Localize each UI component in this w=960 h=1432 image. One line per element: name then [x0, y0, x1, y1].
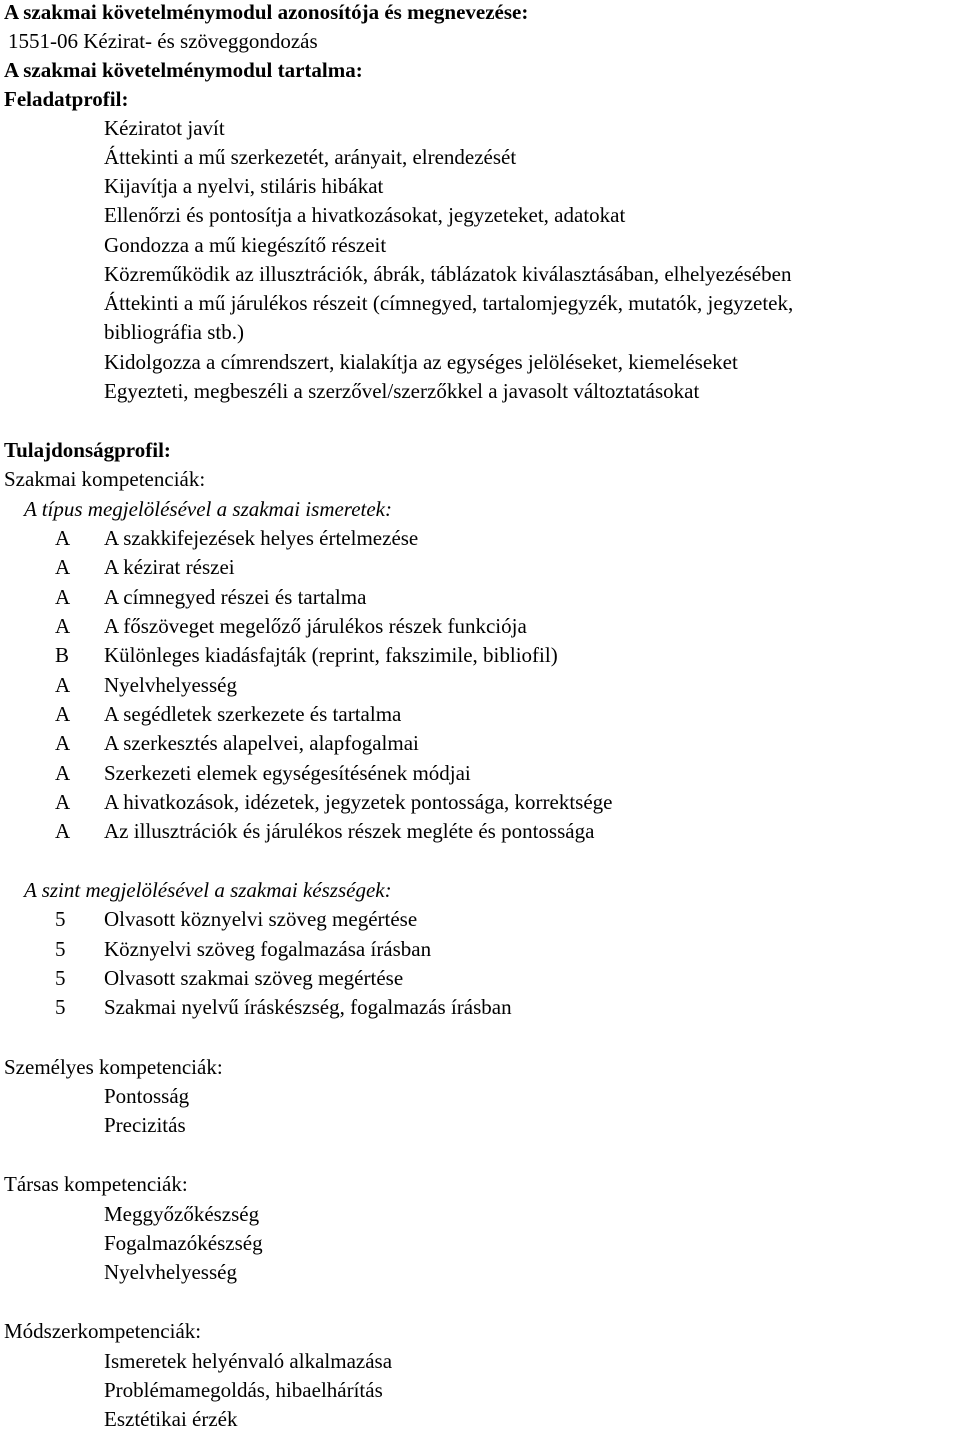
skill-level: 5: [55, 966, 66, 990]
knowledge-item: A szerkesztés alapelvei, alapfogalmai: [104, 731, 419, 755]
task-item: Egyezteti, megbeszéli a szerzővel/szerzőkkel a javasolt változtatásokat: [104, 379, 700, 403]
skill-item: Köznyelvi szöveg fogalmazása írásban: [104, 937, 432, 961]
knowledge-grade: A: [55, 526, 71, 550]
module-heading: A szakmai követelménymodul azonosítója és megnevezése:: [4, 0, 529, 24]
knowledge-item: A szakkifejezések helyes értelmezése: [104, 526, 419, 550]
property-profile-heading: Tulajdonságprofil:: [4, 438, 171, 462]
module-id-name: 1551-06 Kézirat- és szöveggondozás: [8, 29, 318, 53]
social-competences-heading: Társas kompetenciák:: [4, 1172, 188, 1196]
task-item: Közreműködik az illusztrációk, ábrák, táblázatok kiválasztásában, elhelyezésében: [104, 262, 792, 286]
task-item: Áttekinti a mű járulékos részeit (címnegyed, tartalomjegyzék, mutatók, jegyzetek,: [104, 291, 794, 315]
knowledge-item: Az illusztrációk és járulékos részek megléte és pontossága: [104, 819, 595, 843]
method-item: Esztétikai érzék: [104, 1407, 238, 1431]
knowledge-item: Nyelvhelyesség: [104, 673, 237, 697]
knowledge-item: A kézirat részei: [104, 555, 235, 579]
knowledge-grade: A: [55, 761, 71, 785]
skill-level: 5: [55, 907, 66, 931]
knowledge-grade: A: [55, 702, 71, 726]
task-item: Kijavítja a nyelvi, stiláris hibákat: [104, 174, 384, 198]
personal-item: Precizitás: [104, 1113, 186, 1137]
method-competences-heading: Módszerkompetenciák:: [4, 1319, 202, 1343]
knowledge-item: Szerkezeti elemek egységesítésének módjai: [104, 761, 471, 785]
knowledge-grade: A: [55, 555, 71, 579]
knowledge-grade: B: [55, 643, 70, 667]
knowledge-item: Különleges kiadásfajták (reprint, fakszimile, bibliofil): [104, 643, 558, 667]
knowledge-item: A segédletek szerkezete és tartalma: [104, 702, 402, 726]
method-item: Ismeretek helyénvaló alkalmazása: [104, 1349, 393, 1373]
knowledge-grade: A: [55, 614, 71, 638]
social-item: Fogalmazókészség: [104, 1231, 263, 1255]
knowledge-item: A címnegyed részei és tartalma: [104, 585, 367, 609]
task-profile-heading: Feladatprofil:: [4, 87, 129, 111]
task-item: Áttekinti a mű szerkezetét, arányait, elrendezését: [104, 145, 517, 169]
skill-level: 5: [55, 995, 66, 1019]
task-item: Kéziratot javít: [104, 116, 225, 140]
social-item: Meggyőzőkészség: [104, 1202, 260, 1226]
knowledge-grade: A: [55, 585, 71, 609]
professional-competences-heading: Szakmai kompetenciák:: [4, 467, 206, 491]
skill-item: Szakmai nyelvű íráskészség, fogalmazás írásban: [104, 995, 512, 1019]
method-item: Problémamegoldás, hibaelhárítás: [104, 1378, 383, 1402]
knowledge-item: A hivatkozások, idézetek, jegyzetek pontossága, korrektsége: [104, 790, 613, 814]
module-content-heading: A szakmai követelménymodul tartalma:: [4, 58, 363, 82]
task-item: Ellenőrzi és pontosítja a hivatkozásokat, jegyzeteket, adatokat: [104, 203, 626, 227]
task-item: Kidolgozza a címrendszert, kialakítja az egységes jelöléseket, kiemeléseket: [104, 350, 738, 374]
skills-heading: A szint megjelölésével a szakmai készségek:: [24, 878, 392, 902]
knowledge-heading: A típus megjelölésével a szakmai ismeretek:: [24, 497, 392, 521]
skill-item: Olvasott szakmai szöveg megértése: [104, 966, 404, 990]
task-item-continuation: bibliográfia stb.): [104, 320, 244, 344]
knowledge-grade: A: [55, 731, 71, 755]
social-item: Nyelvhelyesség: [104, 1260, 237, 1284]
knowledge-grade: A: [55, 819, 71, 843]
knowledge-item: A főszöveget megelőző járulékos részek funkciója: [104, 614, 527, 638]
task-item: Gondozza a mű kiegészítő részeit: [104, 233, 387, 257]
personal-item: Pontosság: [104, 1084, 190, 1108]
knowledge-grade: A: [55, 673, 71, 697]
knowledge-grade: A: [55, 790, 71, 814]
skill-level: 5: [55, 937, 66, 961]
personal-competences-heading: Személyes kompetenciák:: [4, 1055, 223, 1079]
skill-item: Olvasott köznyelvi szöveg megértése: [104, 907, 418, 931]
